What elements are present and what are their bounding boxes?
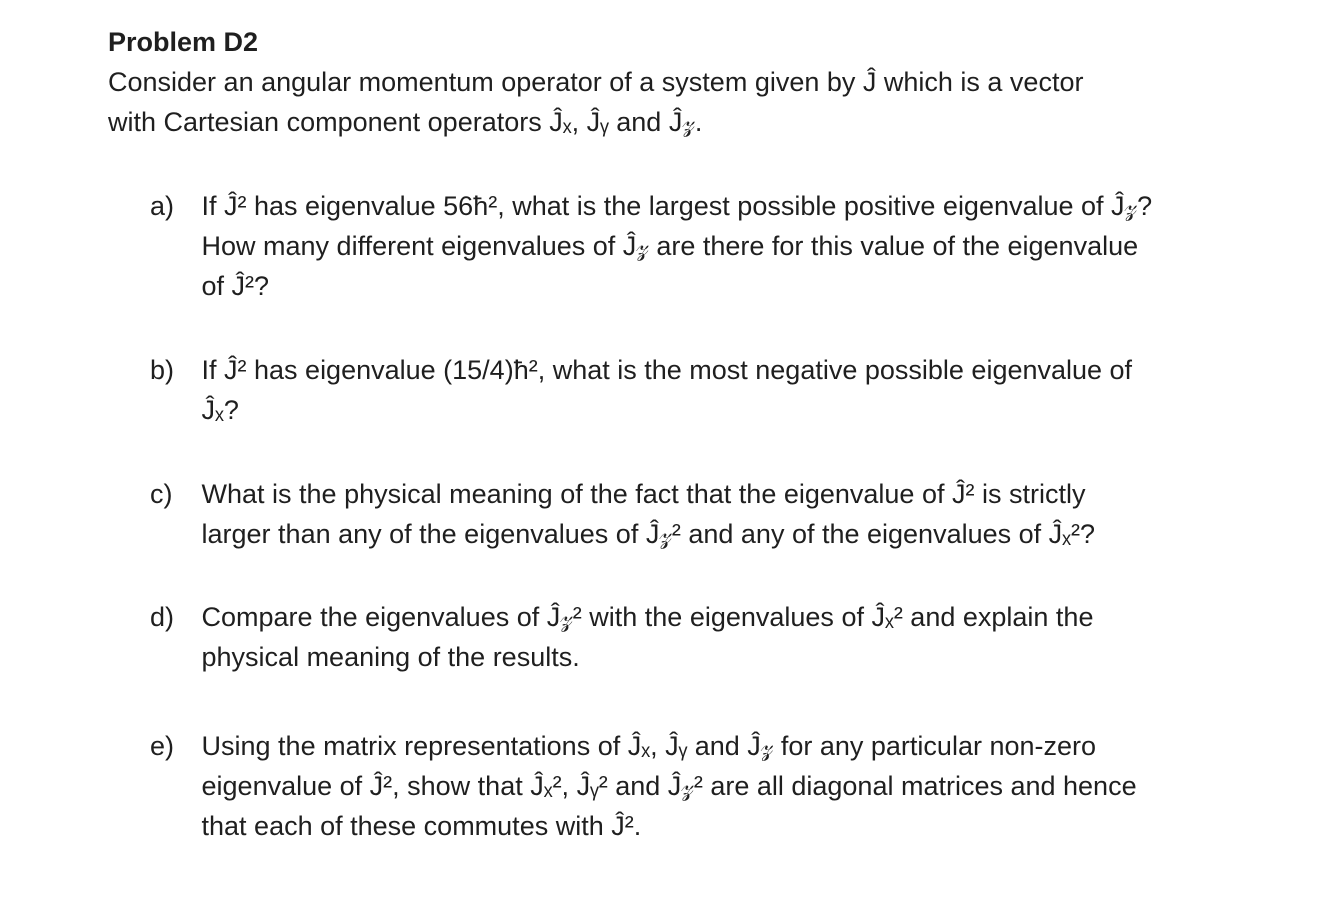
intro-line: with Cartesian component operators Ĵₓ, Ĵᵧ and Ĵ𝓏.: [108, 107, 703, 137]
part-e: [150, 726, 1290, 846]
part-a: [150, 186, 1290, 306]
part-text: [202, 474, 1282, 554]
part-line: Ĵₓ?: [201, 395, 239, 425]
part-d: [150, 597, 1290, 677]
part-label: e): [150, 731, 175, 761]
part-line: eigenvalue of Ĵ², show that Ĵₓ², Ĵᵧ² and Ĵ𝓏² are all diagonal matrices and hence: [201, 771, 1137, 801]
part-text: [202, 726, 1282, 846]
part-b: [150, 350, 1290, 430]
intro-line: Consider an angular momentum operator of a system given by Ĵ which is a vector: [108, 67, 1084, 97]
part-label: c): [150, 479, 173, 509]
part-text: [202, 186, 1282, 306]
problem-intro: [108, 62, 1308, 142]
part-line: Compare the eigenvalues of Ĵ𝓏² with the eigenvalues of Ĵₓ² and explain the: [201, 602, 1094, 632]
part-line: that each of these commutes with Ĵ².: [201, 811, 642, 841]
part-line: of Ĵ²?: [201, 271, 270, 301]
document: [108, 22, 1308, 142]
part-c: [150, 474, 1290, 554]
part-line: How many different eigenvalues of Ĵ𝓏 are there for this value of the eigenvalue: [201, 231, 1139, 261]
part-line: What is the physical meaning of the fact that the eigenvalue of Ĵ² is strictly: [201, 479, 1086, 509]
part-label: a): [150, 191, 175, 221]
part-label: d): [150, 602, 175, 632]
part-text: [202, 597, 1282, 677]
part-line: physical meaning of the results.: [201, 642, 580, 672]
part-text: [202, 350, 1282, 430]
part-label: b): [150, 355, 175, 385]
problem-title: Problem D2: [108, 27, 259, 57]
part-line: If Ĵ² has eigenvalue (15/4)ħ², what is the most negative possible eigenvalue of: [201, 355, 1133, 385]
part-line: larger than any of the eigenvalues of Ĵ𝓏² and any of the eigenvalues of Ĵₓ²?: [201, 519, 1095, 549]
part-line: If Ĵ² has eigenvalue 56ħ², what is the largest possible positive eigenvalue of Ĵ𝓏?: [201, 191, 1153, 221]
part-line: Using the matrix representations of Ĵₓ, Ĵᵧ and Ĵ𝓏 for any particular non-zero: [201, 731, 1097, 761]
